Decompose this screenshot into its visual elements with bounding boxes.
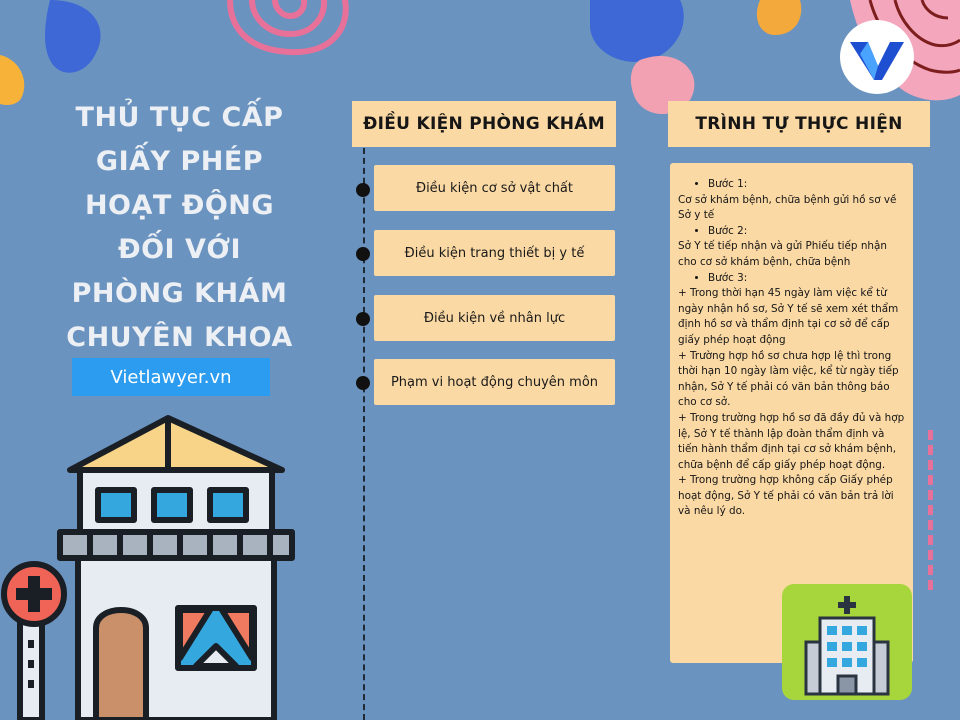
title-line: HOẠT ĐỘNG (84, 190, 275, 221)
site-badge[interactable]: Vietlawyer.vn (72, 358, 270, 396)
timeline-dot (356, 247, 370, 261)
house-clinic-icon (0, 408, 300, 720)
logo-icon (838, 18, 916, 96)
title-line: ĐỐI VỚI (117, 234, 242, 265)
step-text: + Trường hợp hồ sơ chưa hợp lệ thì trong thời hạn 10 ngày làm việc, kể từ ngày tiếp nhận, Sở Y tế phải có văn bản thông báo cho cơ sở. (678, 349, 899, 409)
title-line: THỦ TỤC CẤP (75, 102, 284, 133)
timeline-dot (356, 312, 370, 326)
page-title (52, 96, 307, 360)
clinic-conditions-header: ĐIỀU KIỆN PHÒNG KHÁM (352, 101, 616, 147)
timeline-dot (356, 183, 370, 197)
step-title: • Bước 2: (708, 224, 905, 240)
step-text: Cơ sở khám bệnh, chữa bệnh gửi hồ sơ về Sở y tế (678, 193, 897, 222)
step-text: + Trong trường hợp hồ sơ đã đầy đủ và hợp lệ, Sở Y tế thành lập đoàn thẩm định và tiến hành thẩm định tại cơ sở khám bệnh, chữa bệnh để cấp giấy phép hoạt động. (678, 411, 905, 471)
step-text: + Trong trường hợp không cấp Giấy phép hoạt động, Sở Y tế phải có văn bản trả lời và nêu lý do. (678, 474, 894, 518)
condition-item[interactable]: Điều kiện cơ sở vật chất (374, 165, 615, 211)
procedure-header: TRÌNH TỰ THỰC HIỆN (668, 101, 930, 147)
step-text: + Trong thời hạn 45 ngày làm việc kể từ ngày nhận hồ sơ, Sở Y tế sẽ xem xét thẩm định hồ sơ và thẩm định tại cơ sở để cấp giấy phép hoạt động (678, 287, 899, 346)
step-text: Sở Y tế tiếp nhận và gửi Phiếu tiếp nhận cho cơ sở khám bệnh, chữa bệnh (678, 240, 887, 268)
step-title: • Bước 3: (708, 271, 905, 287)
title-line: PHÒNG KHÁM (71, 278, 288, 309)
decorative-dashes (928, 430, 933, 590)
condition-item[interactable]: Điều kiện về nhân lực (374, 295, 615, 341)
title-line: GIẤY PHÉP (95, 146, 264, 177)
condition-item[interactable]: Điều kiện trang thiết bị y tế (374, 230, 615, 276)
condition-item[interactable]: Phạm vi hoạt động chuyên môn (374, 359, 615, 405)
timeline-dot (356, 376, 370, 390)
step-title: • Bước 1: (708, 177, 905, 193)
timeline-line (363, 148, 365, 720)
title-line: CHUYÊN KHOA (66, 322, 293, 353)
hospital-building-icon (782, 584, 912, 700)
